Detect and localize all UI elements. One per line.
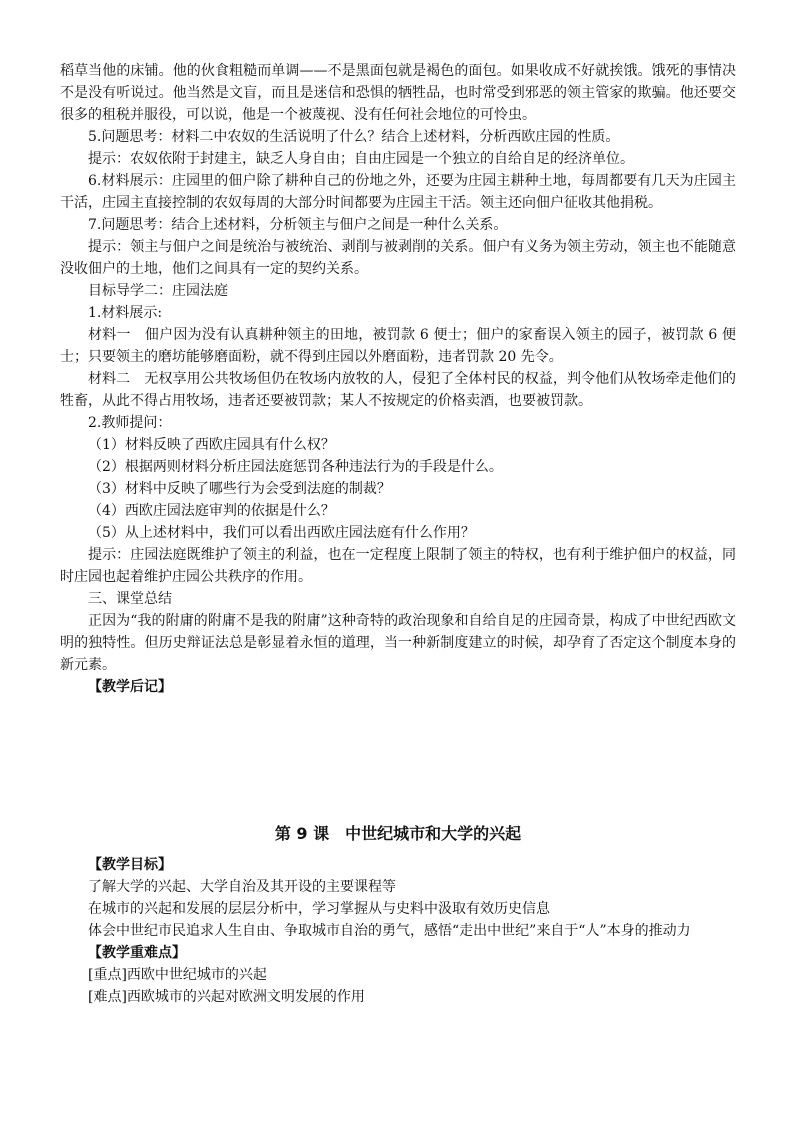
goals-heading: 【教学目标】 [88, 857, 172, 873]
hint-court: 提示：庄园法庭既维护了领主的利益，也在一定程度上限制了领主的特权，也有利于维护佃户的权益，同时庄园也起着维护庄园公共秩序的作用。 [60, 547, 736, 585]
blank-space [60, 698, 736, 822]
key-points-heading: 【教学重难点】 [88, 945, 186, 961]
key-point: [重点]西欧中世纪城市的兴起 [88, 967, 267, 983]
question-7: 7.问题思考：结合上述材料，分析领主与佃户之间是一种什么关系。 [88, 217, 508, 233]
teacher-question-2: （2）根据两则材料分析庄园法庭惩罚各种违法行为的手段是什么。 [88, 459, 503, 475]
paragraph-serf-life: 稻草当他的床铺。他的伙食粗糙而单调——不是黑面包就是褐色的面包。如果收成不好就挨饿。饿死的事情决不是没有听说过。他当然是文盲，而且是迷信和恐惧的牺牲品，也时常受到邪恶的领主管家的欺骗。他还要交很多的租税并服役，可以说，他是一个被蔑视、没有任何社会地位的可怜虫。 [60, 63, 736, 123]
summary-heading: 三、课堂总结 [88, 591, 172, 607]
material-two: 材料二 无权享用公共牧场但仍在牧场内放牧的人，侵犯了全体村民的权益，判令他们从牧场牵走他们的牲畜，从此不得占用牧场，违者还要被罚款；某人不按规定的价格卖酒，也要被罚款。 [60, 371, 736, 409]
lesson-title: 第 9 课 中世纪城市和大学的兴起 [274, 824, 522, 843]
goal-2-heading: 目标导学二：庄园法庭 [88, 283, 228, 299]
difficult-point: [难点]西欧城市的兴起对欧洲文明发展的作用 [88, 989, 365, 1005]
summary-paragraph: 正因为“我的附庸的附庸不是我的附庸”这种奇特的政治现象和自给自足的庄园奇景，构成了中世纪西欧文明的独特性。但历史辩证法总是彰显着永恒的道理，当一种新制度建立的时候，却孕育了否定这个制度本身的新元素。 [60, 613, 736, 673]
teacher-question-3: （3）材料中反映了哪些行为会受到法庭的制裁？ [88, 481, 391, 497]
hint-5: 提示：农奴依附于封建主，缺乏人身自由；自由庄园是一个独立的自给自足的经济单位。 [88, 151, 634, 167]
postscript-heading: 【教学后记】 [88, 679, 172, 695]
goal-item-2: 在城市的兴起和发展的层层分析中，学习掌握从与史料中汲取有效历史信息 [88, 901, 550, 917]
teacher-question-4: （4）西欧庄园法庭审判的依据是什么？ [88, 503, 335, 519]
teacher-questions-heading: 2.教师提问： [88, 415, 172, 431]
teacher-question-5: （5）从上述材料中，我们可以看出西欧庄园法庭有什么作用？ [88, 525, 475, 541]
question-5: 5.问题思考：材料二中农奴的生活说明了什么？结合上述材料，分析西欧庄园的性质。 [88, 129, 620, 145]
teacher-question-1: （1）材料反映了西欧庄园具有什么权？ [88, 437, 335, 453]
goal-item-3: 体会中世纪市民追求人生自由、争取城市自治的勇气，感悟“走出中世纪”来自于“人”本身的推动力 [88, 923, 691, 939]
material-one: 材料一 佃户因为没有认真耕种领主的田地，被罚款 6 便士；佃户的家畜误入领主的园子，被罚款 6 便士；只要领主的磨坊能够磨面粉，就不得到庄园以外磨面粉，违者罚款 20 先令。 [60, 327, 736, 365]
goal-item-1: 了解大学的兴起、大学自治及其开设的主要课程等 [88, 879, 396, 895]
hint-7: 提示：领主与佃户之间是统治与被统治、剥削与被剥削的关系。佃户有义务为领主劳动，领主也不能随意没收佃户的土地，他们之间具有一定的契约关系。 [60, 239, 736, 277]
document-page [60, 60, 736, 1008]
material-heading: 1.材料展示: [88, 305, 163, 321]
material-6: 6.材料展示：庄园里的佃户除了耕种自己的份地之外，还要为庄园主耕种土地，每周都要有几天为庄园主干活，庄园主直接控制的农奴每周的大部分时间都要为庄园主干活。领主还向佃户征收其他捐税。 [60, 173, 736, 211]
